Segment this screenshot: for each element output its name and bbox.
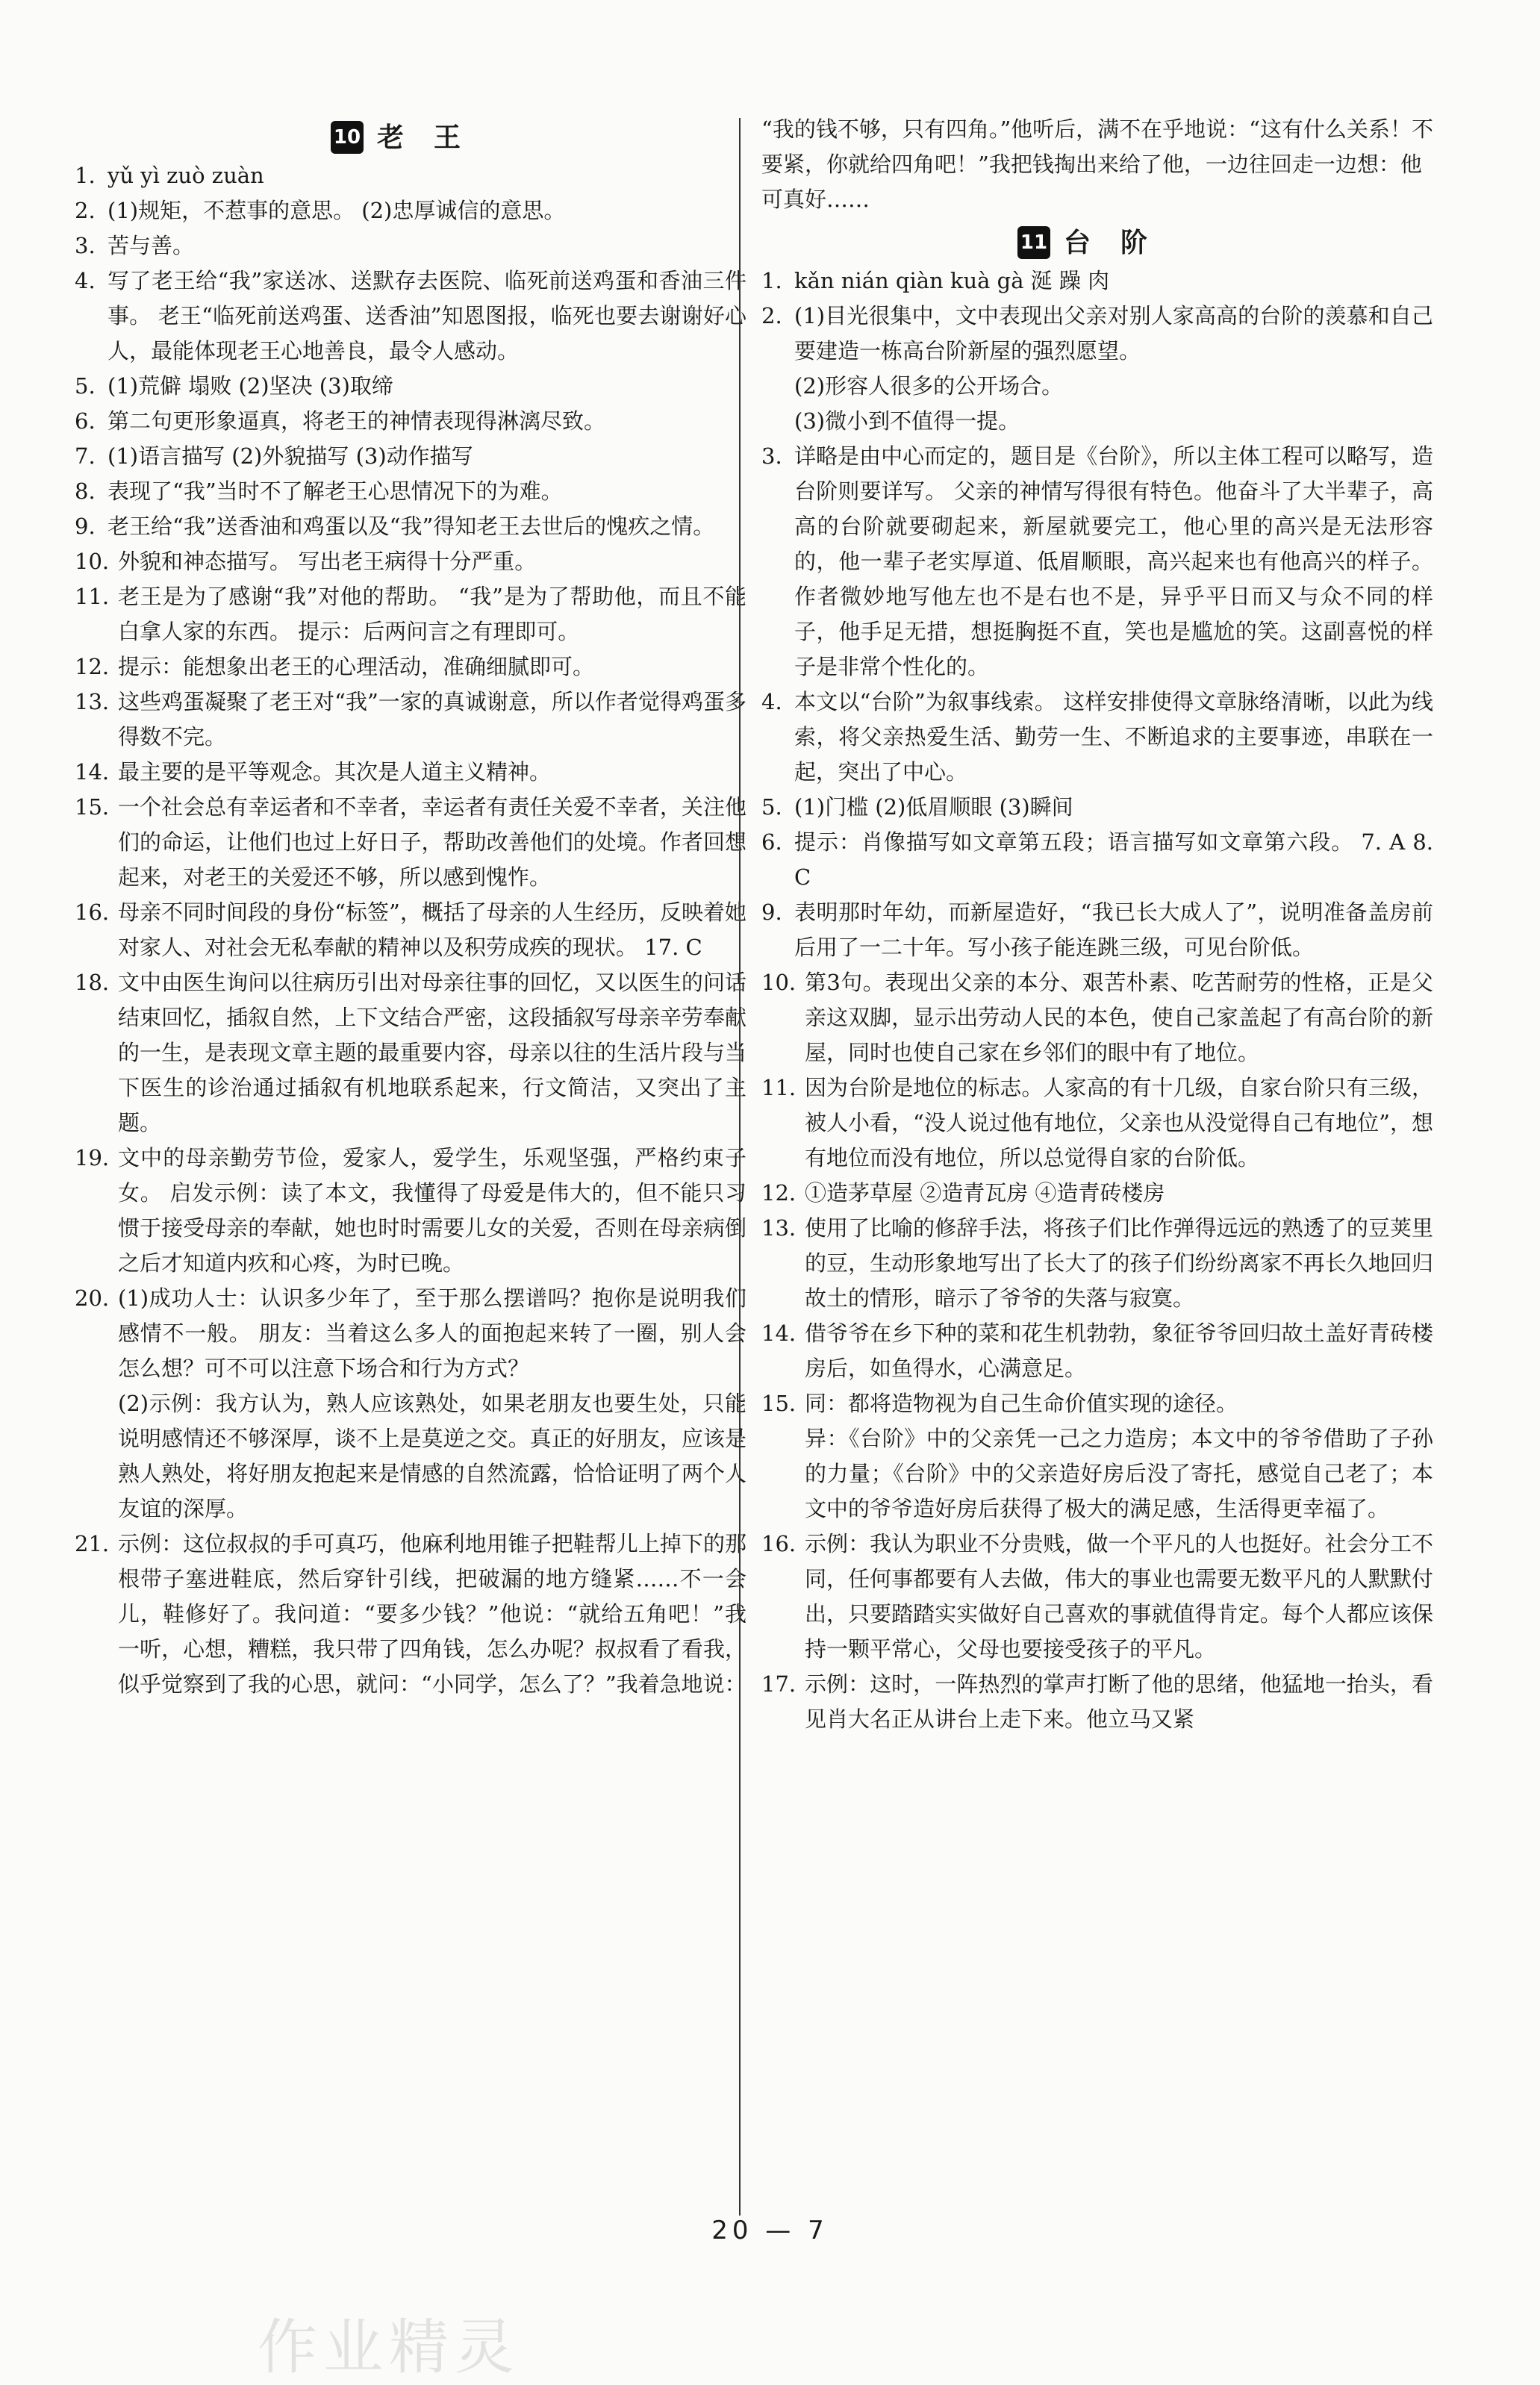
lesson-title: 台阶 bbox=[1063, 227, 1177, 258]
answer-text: 老王给“我”送香油和鸡蛋以及“我”得知老王去世后的愧疚之情。 bbox=[107, 514, 715, 539]
answer-item bbox=[75, 895, 746, 965]
answer-text: 表明那时年幼，而新屋造好，“我已长大成人了”，说明准备盖房前后用了一二十年。写小孩子能连跳三级，可见台阶低。 bbox=[794, 900, 1433, 960]
answer-number: 15. bbox=[761, 1391, 797, 1416]
answer-body bbox=[118, 755, 746, 790]
answer-body bbox=[794, 790, 1433, 825]
answer-body bbox=[118, 649, 746, 685]
answer-text: 表现了“我”当时不了解老王心思情况下的为难。 bbox=[107, 478, 563, 504]
answer-body bbox=[805, 1527, 1433, 1667]
answer-number: 12. bbox=[761, 1180, 797, 1206]
answer-number: 14. bbox=[761, 1321, 797, 1346]
answer-item bbox=[75, 579, 746, 649]
answer-text: 这些鸡蛋凝聚了老王对“我”一家的真诚谢意，所以作者觉得鸡蛋多得数不完。 bbox=[118, 689, 746, 749]
answer-number: 11. bbox=[761, 1075, 797, 1100]
answer-body bbox=[118, 1527, 746, 1702]
answer-number: 10. bbox=[75, 549, 110, 574]
answer-item bbox=[75, 965, 746, 1141]
answer-item bbox=[761, 895, 1433, 965]
left-column bbox=[75, 112, 746, 1702]
answer-number: 14. bbox=[75, 759, 110, 785]
answer-body bbox=[107, 193, 746, 228]
answer-body bbox=[805, 1386, 1433, 1527]
answer-number: 16. bbox=[761, 1531, 797, 1556]
answer-item bbox=[75, 509, 746, 544]
answer-number: 15. bbox=[75, 794, 110, 820]
answer-number: 12. bbox=[75, 654, 110, 679]
answer-text: 第二句更形象逼真，将老王的神情表现得淋漓尽致。 bbox=[107, 408, 606, 434]
answer-body bbox=[107, 439, 746, 474]
right-column bbox=[761, 112, 1433, 1737]
answer-text: 详略是由中心而定的，题目是《台阶》，所以主体工程可以略写，造台阶则要详写。 父亲的神情写得很有特色。他奋斗了大半辈子，高高的台阶就要砌起来，新屋就要完工，他心里的高兴是无法形容的，他一辈子老实厚道、低眉顺眼，高兴起来也有他高兴的样子。作者微妙地写他左也不是右也不是，异乎平日而又与众不同的样子，他手足无措，想挺胸挺不直，笑也是尴尬的笑。这副喜悦的样子是非常个性化的。 bbox=[794, 443, 1433, 679]
continued-answer-text: “我的钱不够，只有四角。”他听后，满不在乎地说：“这有什么关系！不要紧，你就给四角吧！”我把钱掏出来给了他，一边往回走一边想：他可真好…… bbox=[761, 116, 1433, 212]
answer-text: 提示：肖像描写如文章第五段；语言描写如文章第六段。 7. A 8. C bbox=[794, 829, 1433, 890]
answer-number: 7. bbox=[75, 443, 96, 469]
answer-number: 16. bbox=[75, 900, 110, 925]
answer-item bbox=[75, 264, 746, 369]
lesson-heading-11 bbox=[761, 217, 1433, 264]
answer-subpart: (2)形容人很多的公开场合。 bbox=[794, 373, 1064, 399]
answer-body bbox=[107, 228, 746, 264]
answer-text: 提示：能想象出老王的心理活动，准确细腻即可。 bbox=[118, 654, 595, 679]
answer-body bbox=[118, 895, 746, 965]
answer-item bbox=[761, 439, 1433, 685]
answer-body bbox=[794, 264, 1433, 299]
answer-item bbox=[761, 299, 1433, 439]
answer-body bbox=[794, 895, 1433, 965]
answer-item bbox=[761, 1316, 1433, 1386]
answer-body bbox=[794, 825, 1433, 895]
answer-number: 19. bbox=[75, 1145, 110, 1170]
lesson-title: 老王 bbox=[376, 122, 490, 153]
answer-item bbox=[761, 1070, 1433, 1176]
answer-body bbox=[118, 1141, 746, 1281]
answer-body bbox=[805, 1316, 1433, 1386]
answer-number: 6. bbox=[761, 829, 782, 855]
answer-body bbox=[107, 509, 746, 544]
answer-text: 第3句。表现出父亲的本分、艰苦朴素、吃苦耐劳的性格，正是父亲这双脚，显示出劳动人民的本色，使自己家盖起了有高台阶的新屋，同时也使自己家在乡邻们的眼中有了地位。 bbox=[805, 970, 1433, 1065]
answer-text: 苦与善。 bbox=[107, 233, 195, 258]
answer-item bbox=[75, 685, 746, 755]
answer-item bbox=[75, 369, 746, 404]
answer-item bbox=[761, 264, 1433, 299]
answer-body bbox=[805, 1211, 1433, 1316]
answer-number: 10. bbox=[761, 970, 797, 995]
answer-text: 文中的母亲勤劳节俭，爱家人，爱学生，乐观坚强，严格约束子女。 启发示例：读了本文，我懂得了母爱是伟大的，但不能只习惯于接受母亲的奉献，她也时时需要儿女的关爱，否则在母亲病倒之后才知道内疚和心疼，为时已晚。 bbox=[118, 1145, 746, 1276]
answer-text: 因为台阶是地位的标志。人家高的有十几级，自家台阶只有三级，被人小看，“没人说过他有地位，父亲也从没觉得自己有地位”，想有地位而没有地位，所以总觉得自家的台阶低。 bbox=[805, 1075, 1433, 1170]
lesson-heading-10 bbox=[75, 112, 746, 158]
answer-text: 示例：这位叔叔的手可真巧，他麻利地用锥子把鞋帮儿上掉下的那根带子塞进鞋底，然后穿针引线，把破漏的地方缝紧……不一会儿，鞋修好了。我问道：“要多少钱？”他说：“就给五角吧！”我一听，心想，糟糕，我只带了四角钱，怎么办呢？叔叔看了看我，似乎觉察到了我的心思，就问：“小同学，怎么了？”我着急地说： bbox=[118, 1531, 746, 1697]
answer-item bbox=[75, 755, 746, 790]
answer-subpart: (2)示例：我方认为，熟人应该熟处，如果老朋友也要生处，只能说明感情还不够深厚，谈不上是莫逆之交。真正的好朋友，应该是熟人熟处，将好朋友抱起来是情感的自然流露，恰恰证明了两个人友谊的深厚。 bbox=[118, 1391, 746, 1521]
answer-number: 3. bbox=[75, 233, 96, 258]
answer-body bbox=[805, 1176, 1433, 1211]
answer-text: 借爷爷在乡下种的菜和花生机勃勃，象征爷爷回归故土盖好青砖楼房后，如鱼得水，心满意足。 bbox=[805, 1321, 1433, 1381]
answer-item bbox=[761, 685, 1433, 790]
answer-number: 21. bbox=[75, 1531, 110, 1556]
answer-number: 4. bbox=[75, 268, 96, 293]
answer-body bbox=[805, 1070, 1433, 1176]
answer-body bbox=[118, 965, 746, 1141]
answer-item bbox=[761, 1667, 1433, 1737]
answer-item bbox=[75, 228, 746, 264]
answer-body bbox=[794, 685, 1433, 790]
answer-body bbox=[118, 544, 746, 579]
answer-item bbox=[761, 965, 1433, 1070]
lesson-number-badge: 10 bbox=[331, 121, 364, 154]
answer-body bbox=[107, 158, 746, 193]
answer-item bbox=[75, 474, 746, 509]
answer-item bbox=[761, 1386, 1433, 1527]
answer-text: 一个社会总有幸运者和不幸者，幸运者有责任关爱不幸者，关注他们的命运，让他们也过上好日子，帮助改善他们的处境。作者回想起来，对老王的关爱还不够，所以感到愧怍。 bbox=[118, 794, 746, 890]
answer-text: 外貌和神态描写。 写出老王病得十分严重。 bbox=[118, 549, 537, 574]
answer-number: 18. bbox=[75, 970, 110, 995]
answer-number: 9. bbox=[75, 514, 96, 539]
answer-text: (1)荒僻 塌败 (2)坚决 (3)取缔 bbox=[107, 373, 393, 399]
answer-body bbox=[118, 790, 746, 895]
column-divider bbox=[739, 118, 741, 2216]
answer-text: (1)门槛 (2)低眉顺眼 (3)瞬间 bbox=[794, 794, 1073, 820]
answer-text: 写了老王给“我”家送冰、送默存去医院、临死前送鸡蛋和香油三件事。 老王“临死前送鸡蛋、送香油”知恩图报，临死也要去谢谢好心人，最能体现老王心地善良，最令人感动。 bbox=[107, 268, 746, 364]
answer-item bbox=[761, 790, 1433, 825]
answer-body bbox=[118, 579, 746, 649]
answer-text: (1)成功人士：认识多少年了，至于那么摆谱吗？抱你是说明我们感情不一般。 朋友：当着这么多人的面抱起来转了一圈，别人会怎么想？可不可以注意下场合和行为方式？ bbox=[118, 1285, 746, 1381]
answer-subpart: 异：《台阶》中的父亲凭一己之力造房；本文中的爷爷借助了子孙的力量；《台阶》中的父亲造好房后没了寄托，感觉自己老了；本文中的爷爷造好房后获得了极大的满足感，生活得更幸福了。 bbox=[805, 1426, 1433, 1521]
answer-item bbox=[75, 158, 746, 193]
answer-number: 5. bbox=[761, 794, 782, 820]
answer-text: 本文以“台阶”为叙事线索。 这样安排使得文章脉络清晰，以此为线索，将父亲热爱生活、勤劳一生、不断追求的主要事迹，串联在一起，突出了中心。 bbox=[794, 689, 1433, 785]
answer-number: 6. bbox=[75, 408, 96, 434]
answer-number: 4. bbox=[761, 689, 782, 714]
answer-item bbox=[75, 404, 746, 439]
answer-item bbox=[75, 1281, 746, 1527]
right-answer-list bbox=[761, 264, 1433, 1737]
answer-text: 示例：我认为职业不分贵贱，做一个平凡的人也挺好。社会分工不同，任何事都要有人去做，伟大的事业也需要无数平凡的人默默付出，只要踏踏实实做好自己喜欢的事就值得肯定。每个人都应该保持一颗平常心，父母也要接受孩子的平凡。 bbox=[805, 1531, 1433, 1662]
answer-text: 文中由医生询问以往病历引出对母亲往事的回忆，又以医生的问话结束回忆，插叙自然，上下文结合严密，这段插叙写母亲辛劳奉献的一生，是表现文章主题的最重要内容，母亲以往的生活片段与当下医生的诊治通过插叙有机地联系起来，行文简洁，又突出了主题。 bbox=[118, 970, 746, 1135]
answer-body bbox=[794, 439, 1433, 685]
answer-body bbox=[118, 685, 746, 755]
answer-text: 使用了比喻的修辞手法，将孩子们比作弹得远远的熟透了的豆荚里的豆，生动形象地写出了长大了的孩子们纷纷离家不再长久地回归故土的情形，暗示了爷爷的失落与寂寞。 bbox=[805, 1215, 1433, 1311]
answer-item bbox=[75, 1141, 746, 1281]
lesson-number-badge: 11 bbox=[1017, 226, 1050, 259]
answer-body bbox=[118, 1281, 746, 1527]
answer-text: 老王是为了感谢“我”对他的帮助。 “我”是为了帮助他，而且不能白拿人家的东西。 提示：后两问言之有理即可。 bbox=[118, 584, 746, 644]
answer-text: 最主要的是平等观念。其次是人道主义精神。 bbox=[118, 759, 552, 785]
answer-item bbox=[75, 649, 746, 685]
answer-item bbox=[75, 439, 746, 474]
answer-text: 母亲不同时间段的身份“标签”，概括了母亲的人生经历，反映着她对家人、对社会无私奉献的精神以及积劳成疾的现状。 17. C bbox=[118, 900, 746, 960]
answer-item bbox=[75, 193, 746, 228]
answer-number: 17. bbox=[761, 1671, 797, 1697]
answer-number: 9. bbox=[761, 900, 782, 925]
page-number: 20 — 7 bbox=[711, 2216, 829, 2245]
answer-text: (1)语言描写 (2)外貌描写 (3)动作描写 bbox=[107, 443, 473, 469]
answer-text: kǎn nián qiàn kuà gà 涎 躁 肉 bbox=[794, 268, 1110, 293]
answer-number: 13. bbox=[761, 1215, 797, 1241]
answer-body bbox=[805, 965, 1433, 1070]
answer-item bbox=[75, 790, 746, 895]
answer-text: 示例：这时，一阵热烈的掌声打断了他的思绪，他猛地一抬头，看见肖大名正从讲台上走下来。他立马又紧 bbox=[805, 1671, 1433, 1732]
answer-number: 2. bbox=[761, 303, 782, 328]
answer-number: 5. bbox=[75, 373, 96, 399]
answer-body bbox=[107, 369, 746, 404]
answer-item bbox=[75, 1527, 746, 1702]
answer-number: 1. bbox=[75, 163, 96, 188]
answer-number: 11. bbox=[75, 584, 110, 609]
answer-subpart: (3)微小到不值得一提。 bbox=[794, 408, 1020, 434]
answer-number: 2. bbox=[75, 198, 96, 223]
answer-item bbox=[761, 1176, 1433, 1211]
left-answer-list bbox=[75, 158, 746, 1702]
answer-item bbox=[761, 1211, 1433, 1316]
answer-text: (1)规矩，不惹事的意思。 (2)忠厚诚信的意思。 bbox=[107, 198, 566, 223]
answer-body bbox=[794, 299, 1433, 439]
answer-body bbox=[107, 404, 746, 439]
answer-text: 同：都将造物视为自己生命价值实现的途径。 bbox=[805, 1391, 1238, 1416]
answer-number: 20. bbox=[75, 1285, 110, 1311]
answer-number: 3. bbox=[761, 443, 782, 469]
answer-body bbox=[805, 1667, 1433, 1737]
answer-number: 8. bbox=[75, 478, 96, 504]
answer-number: 13. bbox=[75, 689, 110, 714]
answer-item bbox=[761, 1527, 1433, 1667]
answer-text: (1)目光很集中，文中表现出父亲对别人家高高的台阶的羡慕和自己要建造一栋高台阶新屋的强烈愿望。 bbox=[794, 303, 1433, 364]
watermark-logo: 作业精灵 bbox=[258, 2313, 520, 2382]
answer-body bbox=[107, 474, 746, 509]
answer-text: ①造茅草屋 ②造青瓦房 ④造青砖楼房 bbox=[805, 1180, 1165, 1206]
answer-item bbox=[761, 825, 1433, 895]
answer-number: 1. bbox=[761, 268, 782, 293]
answer-body bbox=[107, 264, 746, 369]
answer-item bbox=[75, 544, 746, 579]
answer-text: yǔ yì zuò zuàn bbox=[107, 163, 264, 188]
